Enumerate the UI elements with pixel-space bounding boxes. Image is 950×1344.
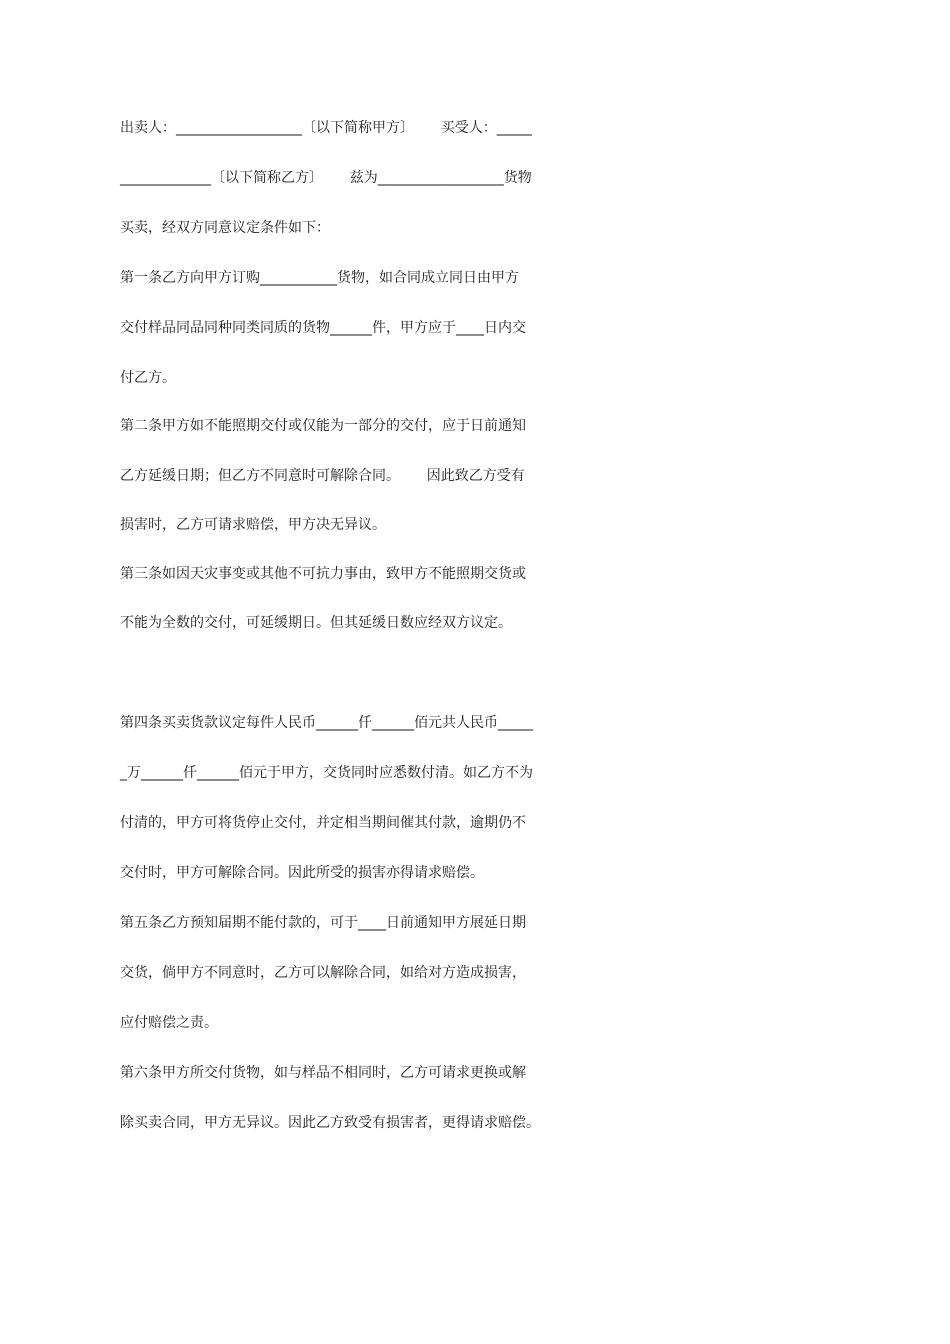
text-line: _____________〔以下简称乙方〕 兹为__________________货物 bbox=[120, 170, 532, 186]
text-line: 应付赔偿之责。 bbox=[120, 1015, 218, 1031]
text-line: 交付时，甲方可解除合同。因此所受的损害亦得请求赔偿。 bbox=[120, 865, 484, 881]
text-line: 第六条甲方所交付货物，如与样品不相同时，乙方可请求更换或解 bbox=[120, 1065, 526, 1081]
text-line: 第四条买卖货款议定每件人民币______仟______佰元共人民币_____ bbox=[120, 715, 533, 731]
text-line: 出卖人：__________________〔以下简称甲方〕 买受人：_____ bbox=[120, 120, 532, 136]
text-line: 交货，倘甲方不同意时，乙方可以解除合同，如给对方造成损害， bbox=[120, 965, 526, 981]
text-line: 第三条如因天灾事变或其他不可抗力事由，致甲方不能照期交货或 bbox=[120, 566, 526, 582]
text-line: 第五条乙方预知届期不能付款的，可于____日前通知甲方展延日期 bbox=[120, 915, 526, 931]
text-line: 除买卖合同，甲方无异议。因此乙方致受有损害者，更得请求赔偿。 bbox=[120, 1115, 540, 1131]
text-line: 交付样品同品同种同类同质的货物______件，甲方应于____日内交 bbox=[120, 320, 526, 336]
text-line: 第一条乙方向甲方订购___________货物，如合同成立同日由甲方 bbox=[120, 270, 519, 286]
text-line: _万______仟______佰元于甲方，交货同时应悉数付清。如乙方不为 bbox=[120, 765, 533, 781]
text-line: 第二条甲方如不能照期交付或仅能为一部分的交付，应于日前通知 bbox=[120, 418, 526, 434]
text-line: 买卖，经双方同意议定条件如下： bbox=[120, 220, 330, 236]
text-line: 付乙方。 bbox=[120, 370, 176, 386]
text-line: 乙方延缓日期；但乙方不同意时可解除合同。 因此致乙方受有 bbox=[120, 468, 525, 484]
text-line: 不能为全数的交付，可延缓期日。但其延缓日数应经双方议定。 bbox=[120, 615, 512, 631]
text-line: 付清的，甲方可将货停止交付，并定相当期间催其付款，逾期仍不 bbox=[120, 815, 526, 831]
text-line: 损害时，乙方可请求赔偿，甲方决无异议。 bbox=[120, 517, 386, 533]
